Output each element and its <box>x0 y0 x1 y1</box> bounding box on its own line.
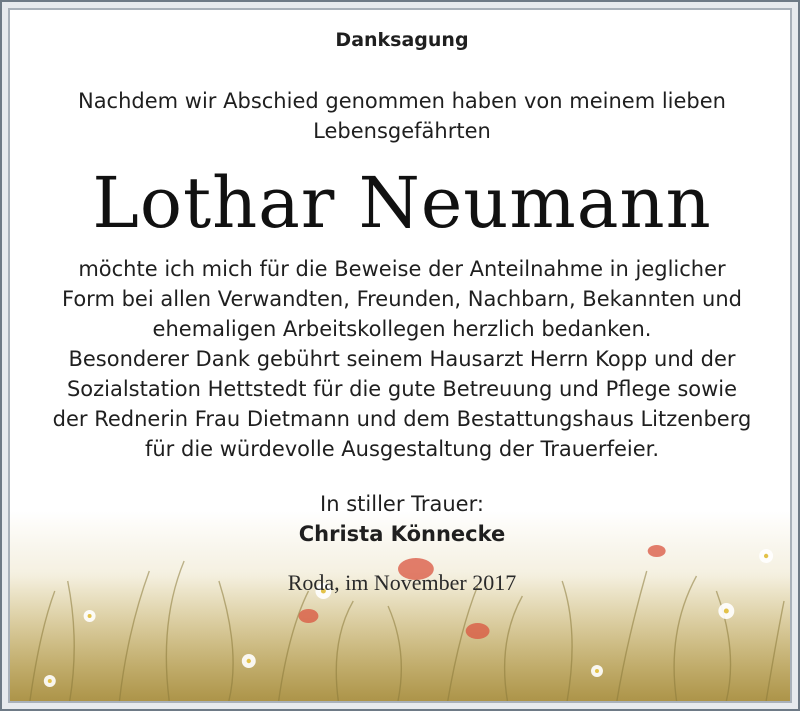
intro-text <box>62 86 742 146</box>
intro-line: Lebensgefährten <box>313 119 491 143</box>
signer-name: Christa Könnecke <box>298 522 506 546</box>
notice-heading: Danksagung <box>335 29 469 51</box>
thanks-line: der Rednerin Frau Dietmann und dem Bestattungshaus Litzenberg <box>52 407 752 431</box>
thanks-line: Form bei allen Verwandten, Freunden, Nachbarn, Bekannten und <box>62 287 742 311</box>
thanks-line: Besonderer Dank gebührt seinem Hausarzt Herrn Kopp und der <box>68 347 736 371</box>
thanks-line: möchte ich mich für die Beweise der Anteilnahme in jeglicher <box>78 257 726 281</box>
thanks-text <box>32 254 772 464</box>
mourning-line: In stiller Trauer: <box>320 492 484 516</box>
deceased-name: Lothar Neumann <box>92 162 712 244</box>
thanks-line: für die würdevolle Ausgestaltung der Trauerfeier. <box>144 437 660 461</box>
intro-line: Nachdem wir Abschied genommen haben von meinem lieben <box>77 89 726 113</box>
thanks-line: Sozialstation Hettstedt für die gute Betreuung und Pflege sowie <box>66 377 738 401</box>
thanks-line: ehemaligen Arbeitskollegen herzlich bedanken. <box>152 317 652 341</box>
place-date: Roda, im November 2017 <box>287 570 517 595</box>
